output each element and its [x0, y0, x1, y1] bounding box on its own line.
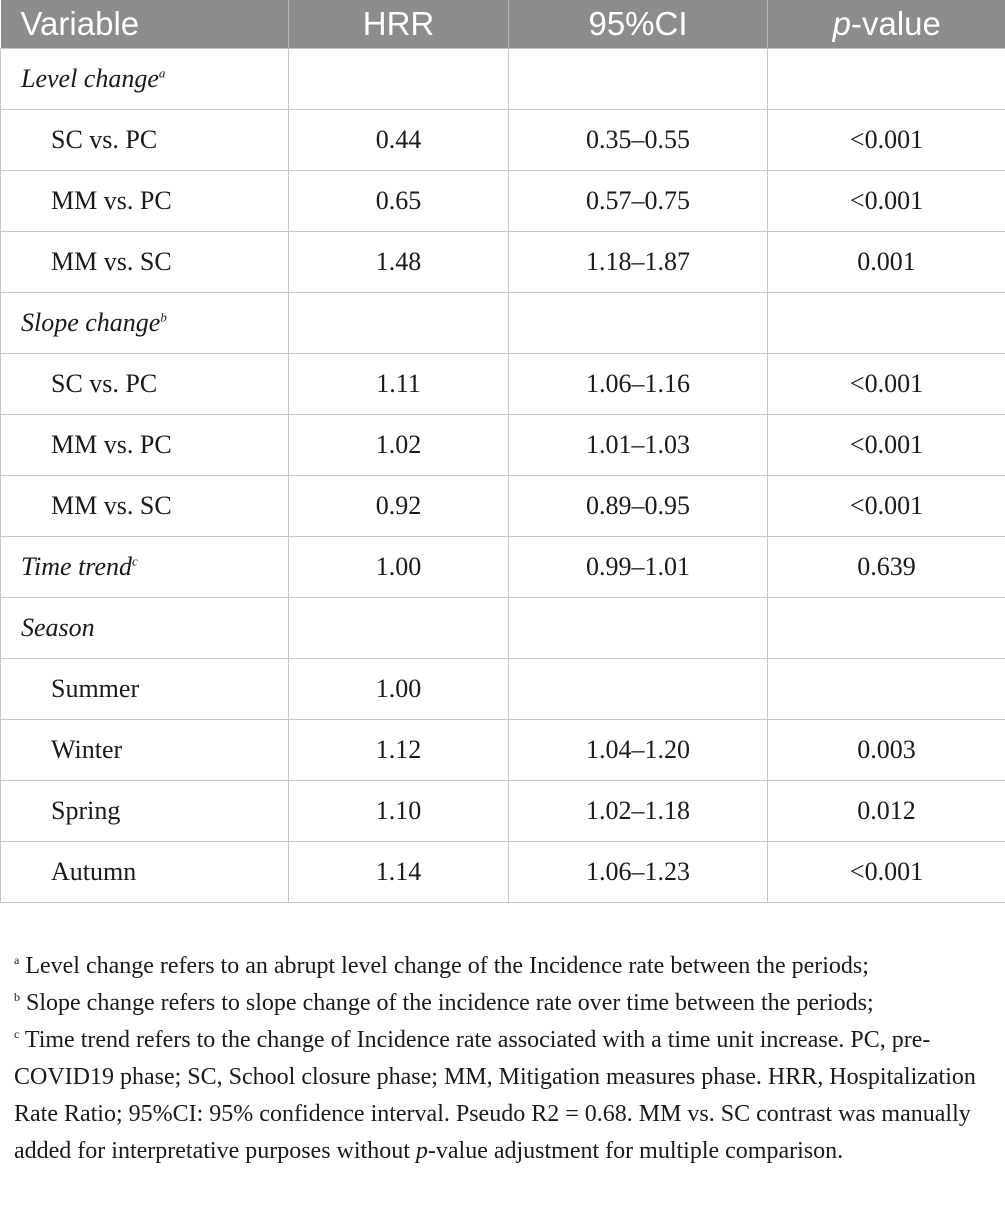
cell-hrr: 1.12: [289, 720, 509, 781]
footnote-a: [14, 948, 994, 985]
footnote-c: [14, 1022, 994, 1170]
cell-ci: 1.02–1.18: [509, 781, 768, 842]
cell-variable: [1, 598, 289, 659]
cell-hrr: [289, 293, 509, 354]
cell-variable: [1, 49, 289, 110]
table-row: [1, 659, 1005, 720]
cell-hrr: 1.00: [289, 537, 509, 598]
cell-hrr: 1.11: [289, 354, 509, 415]
header-p-value: [768, 0, 1005, 49]
variable-label: Autumn: [51, 857, 137, 886]
cell-p-value: [768, 293, 1005, 354]
cell-ci: [509, 49, 768, 110]
cell-p-value: 0.639: [768, 537, 1005, 598]
footnote-marker: b: [160, 309, 167, 325]
cell-ci: 1.18–1.87: [509, 232, 768, 293]
cell-hrr: 1.02: [289, 415, 509, 476]
cell-variable: [1, 354, 289, 415]
table-row: [1, 781, 1005, 842]
cell-variable: [1, 537, 289, 598]
header-p-rest: -value: [850, 5, 941, 42]
cell-hrr: 0.92: [289, 476, 509, 537]
variable-label: Time trend: [21, 552, 132, 581]
header-variable: Variable: [1, 0, 289, 49]
table-row: [1, 842, 1005, 903]
table-row: [1, 476, 1005, 537]
header-ci: 95%CI: [509, 0, 768, 49]
table-body: [1, 49, 1005, 903]
table-row: [1, 49, 1005, 110]
footnote-c-italic-p: p: [415, 1138, 428, 1164]
cell-ci: 0.89–0.95: [509, 476, 768, 537]
footnote-c-mark: c: [14, 1027, 20, 1041]
cell-ci: [509, 659, 768, 720]
cell-variable: [1, 476, 289, 537]
cell-ci: 1.04–1.20: [509, 720, 768, 781]
cell-p-value: <0.001: [768, 171, 1005, 232]
cell-hrr: [289, 49, 509, 110]
variable-label: SC vs. PC: [51, 369, 158, 398]
header-row: [1, 0, 1005, 49]
table-row: [1, 232, 1005, 293]
footnote-c-text: Time trend refers to the change of Incidence rate associated with a time unit increase. PC, pre-COVID19 phase; SC, School closure phase; MM, Mitigation measures phase. HRR, Hospitalization Rate Ratio; 95%CI: 95% confidence interval. Pseudo R2 = 0.68. MM vs. SC contrast was manually added for interpretative purposes without: [14, 1027, 976, 1164]
cell-ci: [509, 598, 768, 659]
cell-p-value: [768, 659, 1005, 720]
table-row: [1, 110, 1005, 171]
variable-label: MM vs. PC: [51, 186, 172, 215]
cell-variable: [1, 415, 289, 476]
footnote-c-text-end: -value adjustment for multiple comparison.: [427, 1138, 844, 1164]
table-footnotes: [14, 948, 994, 1170]
variable-label: Season: [21, 613, 95, 642]
cell-ci: 0.57–0.75: [509, 171, 768, 232]
cell-hrr: 0.44: [289, 110, 509, 171]
table-row: [1, 598, 1005, 659]
cell-hrr: 1.48: [289, 232, 509, 293]
footnote-marker: a: [158, 65, 166, 81]
cell-ci: 0.35–0.55: [509, 110, 768, 171]
footnote-a-text: Level change refers to an abrupt level change of the Incidence rate between the periods;: [19, 953, 869, 979]
cell-variable: [1, 232, 289, 293]
table-row: [1, 171, 1005, 232]
cell-ci: 1.06–1.16: [509, 354, 768, 415]
cell-ci: 0.99–1.01: [509, 537, 768, 598]
cell-hrr: 1.14: [289, 842, 509, 903]
cell-p-value: 0.012: [768, 781, 1005, 842]
cell-ci: [509, 293, 768, 354]
cell-ci: 1.01–1.03: [509, 415, 768, 476]
table-header: [1, 0, 1005, 49]
cell-p-value: [768, 598, 1005, 659]
cell-variable: [1, 842, 289, 903]
table-row: [1, 537, 1005, 598]
footnote-b: [14, 985, 994, 1022]
variable-label: SC vs. PC: [51, 125, 158, 154]
variable-label: Spring: [51, 796, 121, 825]
cell-p-value: <0.001: [768, 415, 1005, 476]
table-row: [1, 720, 1005, 781]
variable-label: Slope change: [21, 308, 161, 337]
footnote-a-mark: a: [14, 953, 20, 967]
cell-variable: [1, 110, 289, 171]
cell-hrr: 1.10: [289, 781, 509, 842]
variable-label: Winter: [51, 735, 123, 764]
cell-variable: [1, 171, 289, 232]
cell-variable: [1, 720, 289, 781]
cell-variable: [1, 293, 289, 354]
table-row: [1, 354, 1005, 415]
variable-label: Level change: [21, 64, 159, 93]
footnote-marker: c: [131, 553, 138, 569]
header-p-italic: p: [832, 5, 851, 42]
cell-p-value: [768, 49, 1005, 110]
cell-hrr: [289, 598, 509, 659]
cell-ci: 1.06–1.23: [509, 842, 768, 903]
variable-label: MM vs. SC: [51, 491, 172, 520]
cell-p-value: <0.001: [768, 110, 1005, 171]
variable-label: MM vs. SC: [51, 247, 172, 276]
table-row: [1, 415, 1005, 476]
cell-hrr: 0.65: [289, 171, 509, 232]
cell-variable: [1, 781, 289, 842]
cell-p-value: 0.003: [768, 720, 1005, 781]
variable-label: MM vs. PC: [51, 430, 172, 459]
table-row: [1, 293, 1005, 354]
cell-hrr: 1.00: [289, 659, 509, 720]
cell-p-value: <0.001: [768, 842, 1005, 903]
footnote-b-text: Slope change refers to slope change of the incidence rate over time between the periods;: [20, 990, 874, 1016]
cell-variable: [1, 659, 289, 720]
cell-p-value: <0.001: [768, 354, 1005, 415]
header-hrr: HRR: [289, 0, 509, 49]
footnote-b-mark: b: [14, 990, 20, 1004]
cell-p-value: 0.001: [768, 232, 1005, 293]
cell-p-value: <0.001: [768, 476, 1005, 537]
variable-label: Summer: [51, 674, 140, 703]
